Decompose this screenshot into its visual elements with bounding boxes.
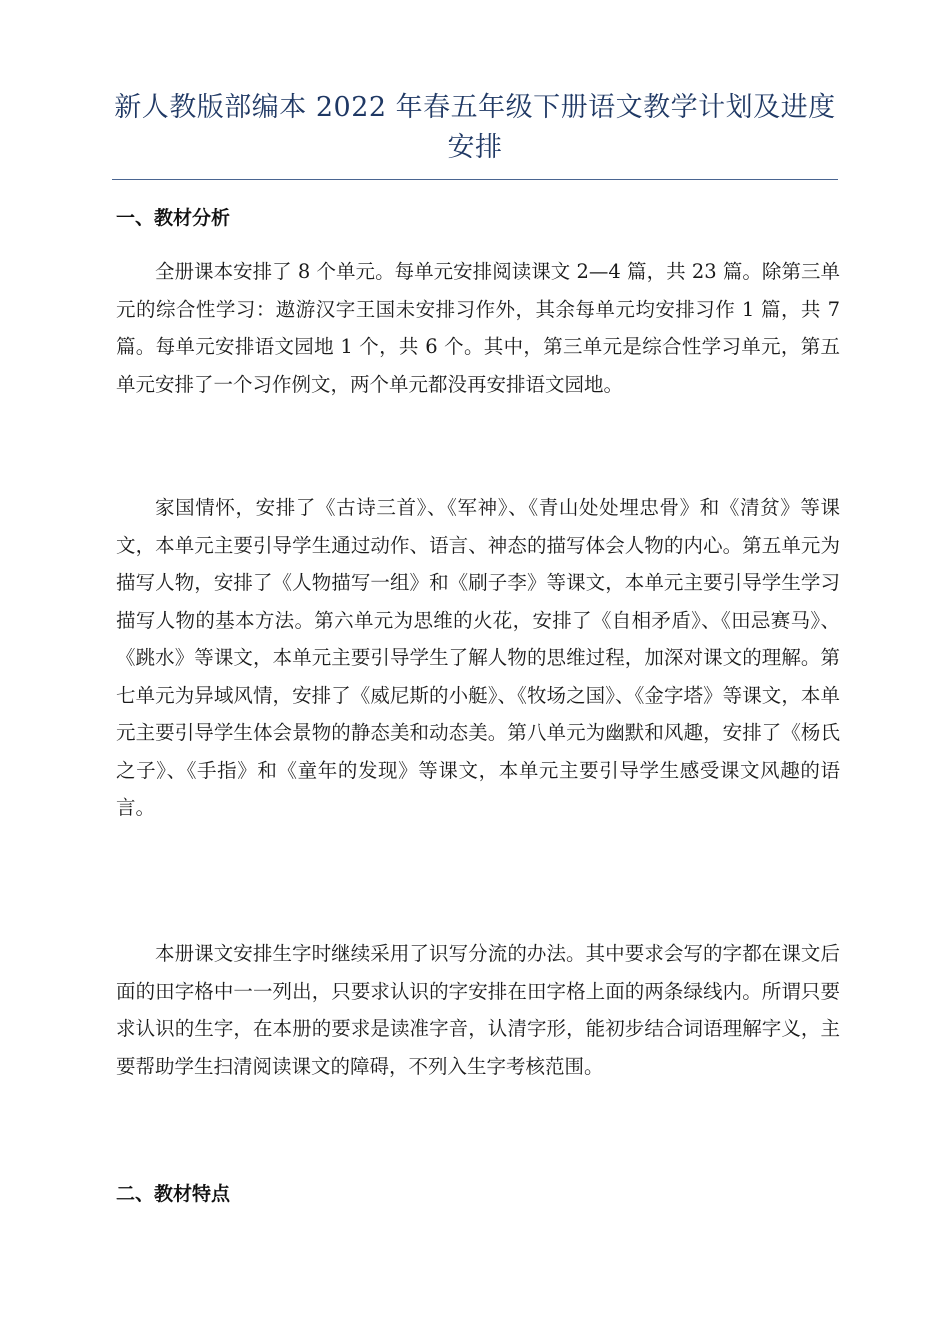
paragraph-unit-overview: 全册课本安排了 8 个单元。每单元安排阅读课文 2—4 篇，共 23 篇。除第三单元的综合性学习：遨游汉字王国未安排习作外，其余每单元均安排习作 1 篇，共 7 篇。每单元安排语文园地 1 个，共 6 个。其中，第三单元是综合性学习单元，第五单元安排了一个习作例文，两个单元都没再安排语文园地。 [116,260,840,396]
section-heading-textbook-analysis: 一、教材分析 [116,207,231,229]
paragraph-character-learning: 本册课文安排生字时继续采用了识写分流的办法。其中要求会写的字都在课文后面的田字格中一一列出，只要求认识的字安排在田字格上面的两条绿线内。所谓只要求认识的生字，在本册的要求是读准字音，认清字形，能初步结合词语理解字义，主要帮助学生扫清阅读课文的障碍，不列入生字考核范围。 [116,942,840,1078]
section-heading-textbook-features: 二、教材特点 [116,1183,231,1205]
document-title: 新人教版部编本 2022 年春五年级下册语文教学计划及进度安排 [114,92,836,163]
title-divider [112,179,838,180]
paragraph-unit-contents: 家国情怀，安排了《古诗三首》、《军神》、《青山处处埋忠骨》和《清贫》等课文，本单元主要引导学生通过动作、语言、神态的描写体会人物的内心。第五单元为描写人物，安排了《人物描写一组》和《刷子李》等课文，本单元主要引导学生学习描写人物的基本方法。第六单元为思维的火花，安排了《自相矛盾》、《田忌赛马》、《跳水》等课文，本单元主要引导学生了解人物的思维过程，加深对课文的理解。第七单元为异域风情，安排了《威尼斯的小艇》、《牧场之国》、《金字塔》等课文，本单元主要引导学生体会景物的静态美和动态美。第八单元为幽默和风趣，安排了《杨氏之子》、《手指》和《童年的发现》等课文，本单元主要引导学生感受课文风趣的语言。 [116,496,840,819]
